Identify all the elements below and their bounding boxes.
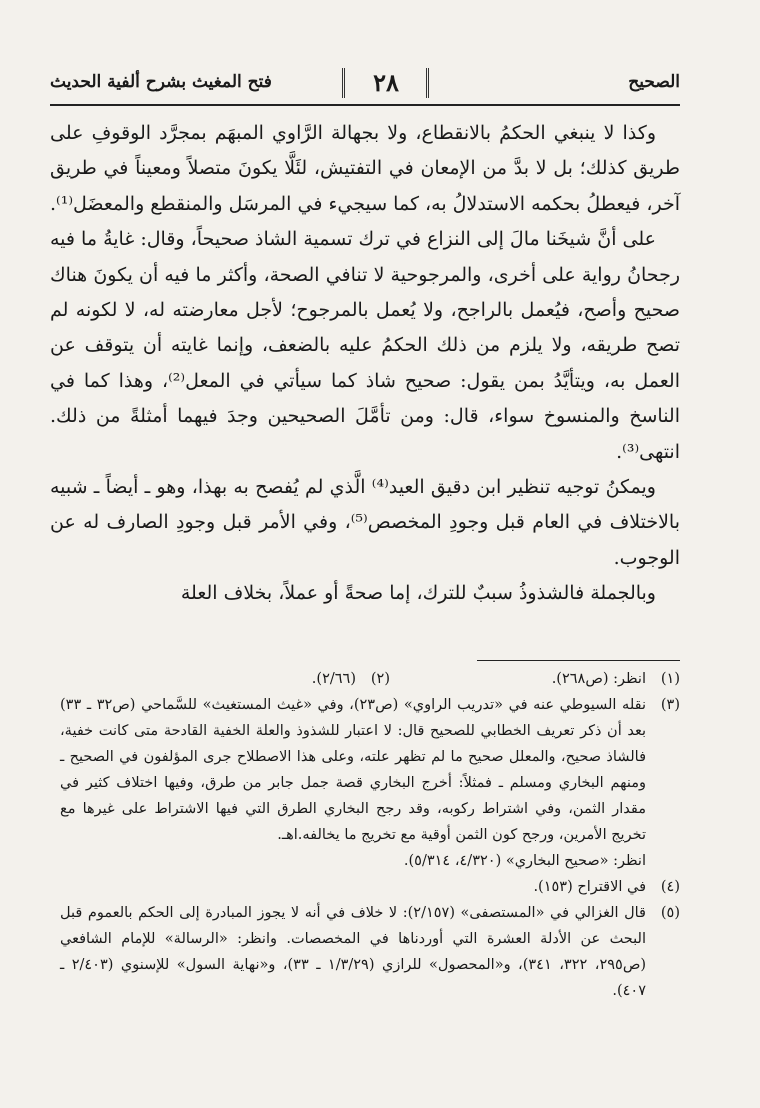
footnote-5 <box>60 900 680 1004</box>
paragraph: وبالجملة فالشذوذُ سببٌ للترك، إما صحةً أو عملاً، بخلاف العلة <box>180 582 656 605</box>
footnote-number: (٣) <box>660 697 680 713</box>
footnote-number: (٢) <box>370 671 390 687</box>
footnote-reference: انظر: «صحيح البخاري» (٤/٣٢٠، ٥/٣١٤). <box>403 853 646 869</box>
footnote-3 <box>60 692 680 874</box>
ornament-right-icon <box>414 68 429 98</box>
footnote-text: نقله السيوطي عنه في «تدريب الراوي» (ص٢٣)، وفي «غيث المستغيث» للسَّماحي (ص٣٢ ـ ٣٣) بعد أن ذكر تعريف الخطابي للصحيح قال: لا اعتبار للشذوذ والعلة الخفية القادحة متى كانت خفية، فالشاذ صحيح، والمعلل صحيح ما لم تظهر علته، وعلى هذا الاصطلاح جرى المؤلفون في الصحيح ـ ومنهم البخاري ومسلم ـ فمثلاً: أخرج البخاري قصة جمل جابر من طرق، وفيها اختلاف كثير في مقدار الثمن، وفي اشتراط ركوبه، وقد رجح البخاري الطرق التي فيها الاشتراط على غيرها مع تخريج الأمرين، ورجح كون الثمن أوقية مع تخريج ما يخالفه.اهـ. <box>60 697 647 843</box>
footnote-text: (٢/٦٦). <box>311 671 356 687</box>
footnotes <box>60 666 680 1004</box>
footnote-number: (٤) <box>660 879 680 895</box>
footnote-1 <box>390 666 680 692</box>
section-title: الصحيح <box>628 72 680 92</box>
footnote-text: قال الغزالي في «المستصفى» (٢/١٥٧): لا خلاف في أنه لا يجوز المبادرة إلى الحكم بالعموم قبل البحث عن الأدلة العشرة التي أوردناها في المخصصات. وانظر: «الرسالة» للإمام الشافعي (ص٢٩٥، ٣٢٢، ٣٤١)، و«المحصول» للرازي (١/٣/٢٩ ـ ٣٣)، و«نهاية السول» للإسنوي (٢/٤٠٣ ـ ٤٠٧). <box>60 905 647 999</box>
footnote-2 <box>100 666 390 692</box>
book-title: فتح المغيث بشرح ألفية الحديث <box>50 72 272 92</box>
footnote-text: انظر: (ص٢٦٨). <box>551 671 646 687</box>
paragraph: ويمكنُ توجيه تنظير ابن دقيق العيد⁽⁴⁾ الَّذي لم يُفصح به بهذا، وهو ـ أيضاً ـ شبيه بالاختلاف في العام قبل وجودِ المخصص⁽⁵⁾، وفي الأمر قبل وجودِ الصارف له عن الوجوب. <box>50 476 681 569</box>
page-number: ٢٨ <box>373 68 399 97</box>
paragraph: وكذا لا ينبغي الحكمُ بالانقطاع، ولا بجهالة الرَّاوي المبهَم بمجرَّد الوقوفِ على طريق كذلك؛ بل لا بدَّ من الإمعان في التفتيش، لئَلَّا يكونَ متصلاً ومعيناً في طريق آخر، فيعطلُ بحكمه الاستدلالُ به، كما سيجيء في المرسَل والمنقطع والمعضَل⁽¹⁾. <box>49 122 680 215</box>
main-text <box>50 116 680 612</box>
footnote-number: (١) <box>660 671 680 687</box>
footnote-divider <box>477 660 680 661</box>
footnote-4 <box>60 874 680 900</box>
paragraph: على أنَّ شيخَنا مالَ إلى النزاع في ترك تسمية الشاذ صحيحاً، وقال: غايةُ ما فيه رجحانُ رواية على أخرى، والمرجوحية لا تنافي الصحة، وأكثر ما فيه أن يكونَ هناك صحيح وأصح، فيُعمل بالراجح، ولا يُعمل بالمرجوح؛ لأجل معارضته له، لا لكونه لم تصح طريقه، ولا يلزم من ذلك الحكمُ عليه بالضعف، وإنما غايته أن يتوقف عن العمل به، ويتأيَّدُ بمن يقول: صحيح شاذ كما سيأتي في المعل⁽²⁾، وهذا كما في الناسخ والمنسوخ سواء، قال: ومن تأمَّلَ الصحيحين وجدَ فيهما أمثلةً من ذلك. انتهى⁽³⁾. <box>50 228 680 463</box>
header-divider <box>50 104 680 106</box>
footnote-number: (٥) <box>660 905 680 921</box>
running-header <box>50 66 680 104</box>
footnote-text: في الاقتراح (١٥٣). <box>533 879 646 895</box>
footnote-row-1-2 <box>60 666 680 692</box>
